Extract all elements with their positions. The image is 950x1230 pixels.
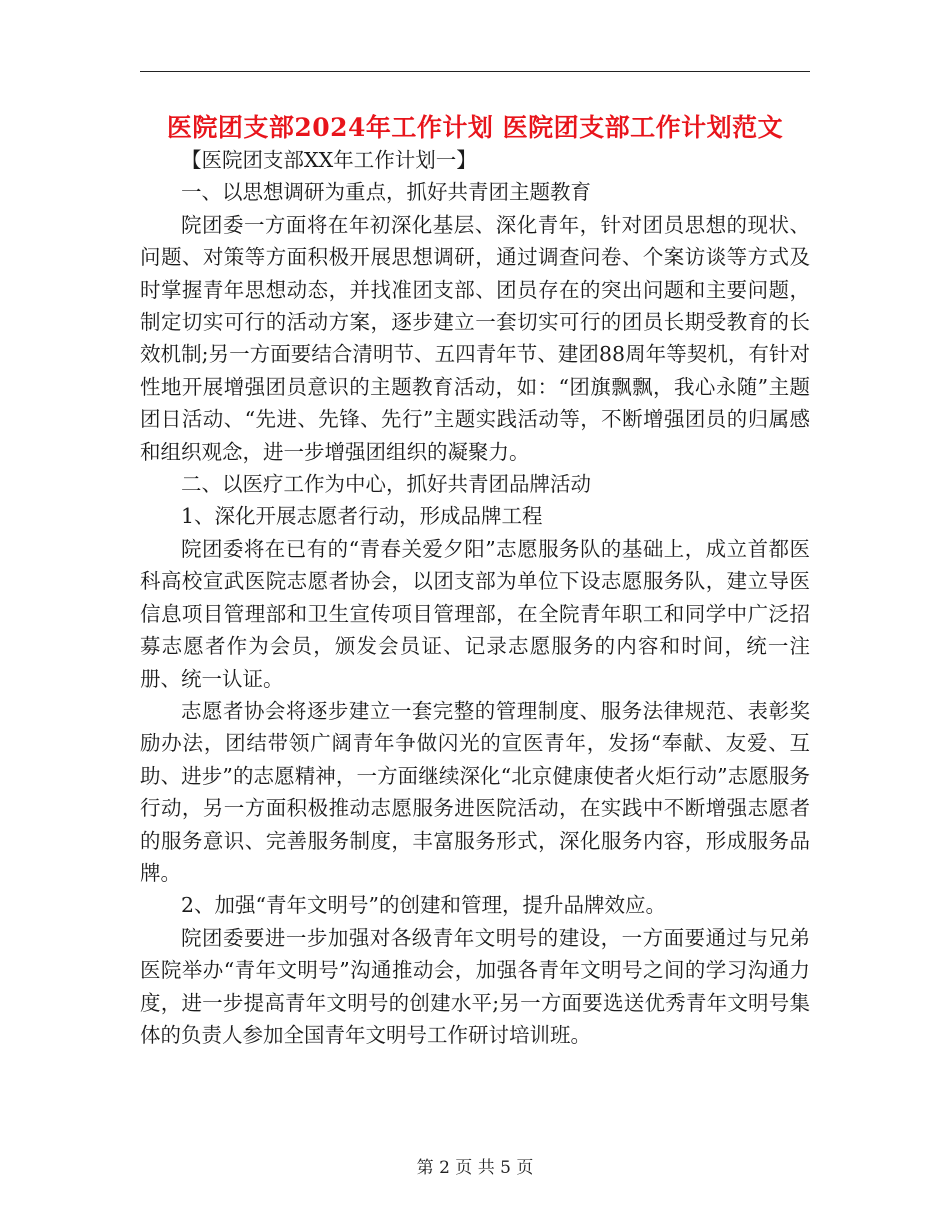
document-body: [140, 144, 810, 1051]
header-rule: [140, 71, 810, 72]
page-number-footer: 第 2 页 共 5 页: [416, 1158, 534, 1178]
paragraph: 志愿者协会将逐步建立一套完整的管理制度、服务法律规范、表彰奖励办法，团结带领广阔青年争做闪光的宣医青年，发扬“奉献、友爱、互助、进步”的志愿精神，一方面继续深化“北京健康使者火炬行动”志愿服务行动，另一方面积极推动志愿服务进医院活动，在实践中不断增强志愿者的服务意识、完善服务制度，丰富服务形式，深化服务内容，形成服务品牌。: [140, 698, 810, 885]
subsection-heading: 2、加强“青年文明号”的创建和管理，提升品牌效应。: [181, 893, 667, 918]
subsection-heading: 1、深化开展志愿者行动，形成品牌工程: [181, 504, 543, 529]
paragraph: 院团委将在已有的“青春关爱夕阳”志愿服务队的基础上，成立首都医科高校宣武医院志愿者协会，以团支部为单位下设志愿服务队，建立导医信息项目管理部和卫生宣传项目管理部，在全院青年职工和同学中广泛招募志愿者作为会员，颁发会员证、记录志愿服务的内容和时间，统一注册、统一认证。: [140, 536, 810, 691]
document-title: 医院团支部2024年工作计划 医院团支部工作计划范文: [166, 113, 784, 142]
paragraph: 院团委要进一步加强对各级青年文明号的建设，一方面要通过与兄弟医院举办“青年文明号”沟通推动会，加强各青年文明号之间的学习沟通力度，进一步提高青年文明号的创建水平;另一方面要选送优秀青年文明号集体的负责人参加全国青年文明号工作研讨培训班。: [140, 925, 810, 1047]
section-heading: 一、以思想调研为重点，抓好共青团主题教育: [181, 180, 591, 205]
paragraph: 院团委一方面将在年初深化基层、深化青年，针对团员思想的现状、问题、对策等方面积极开展思想调研，通过调查问卷、个案访谈等方式及时掌握青年思想动态，并找准团支部、团员存在的突出问题和主要问题，制定切实可行的活动方案，逐步建立一套切实可行的团员长期受教育的长效机制;另一方面要结合清明节、五四青年节、建团88周年等契机，有针对性地开展增强团员意识的主题教育活动，如：“团旗飘飘，我心永随”主题团日活动、“先进、先锋、先行”主题实践活动等，不断增强团员的归属感和组织观念，进一步增强团组织的凝聚力。: [140, 212, 810, 464]
paragraph: 【医院团支部XX年工作计划一】: [181, 148, 477, 172]
section-heading: 二、以医疗工作为中心，抓好共青团品牌活动: [181, 472, 591, 497]
